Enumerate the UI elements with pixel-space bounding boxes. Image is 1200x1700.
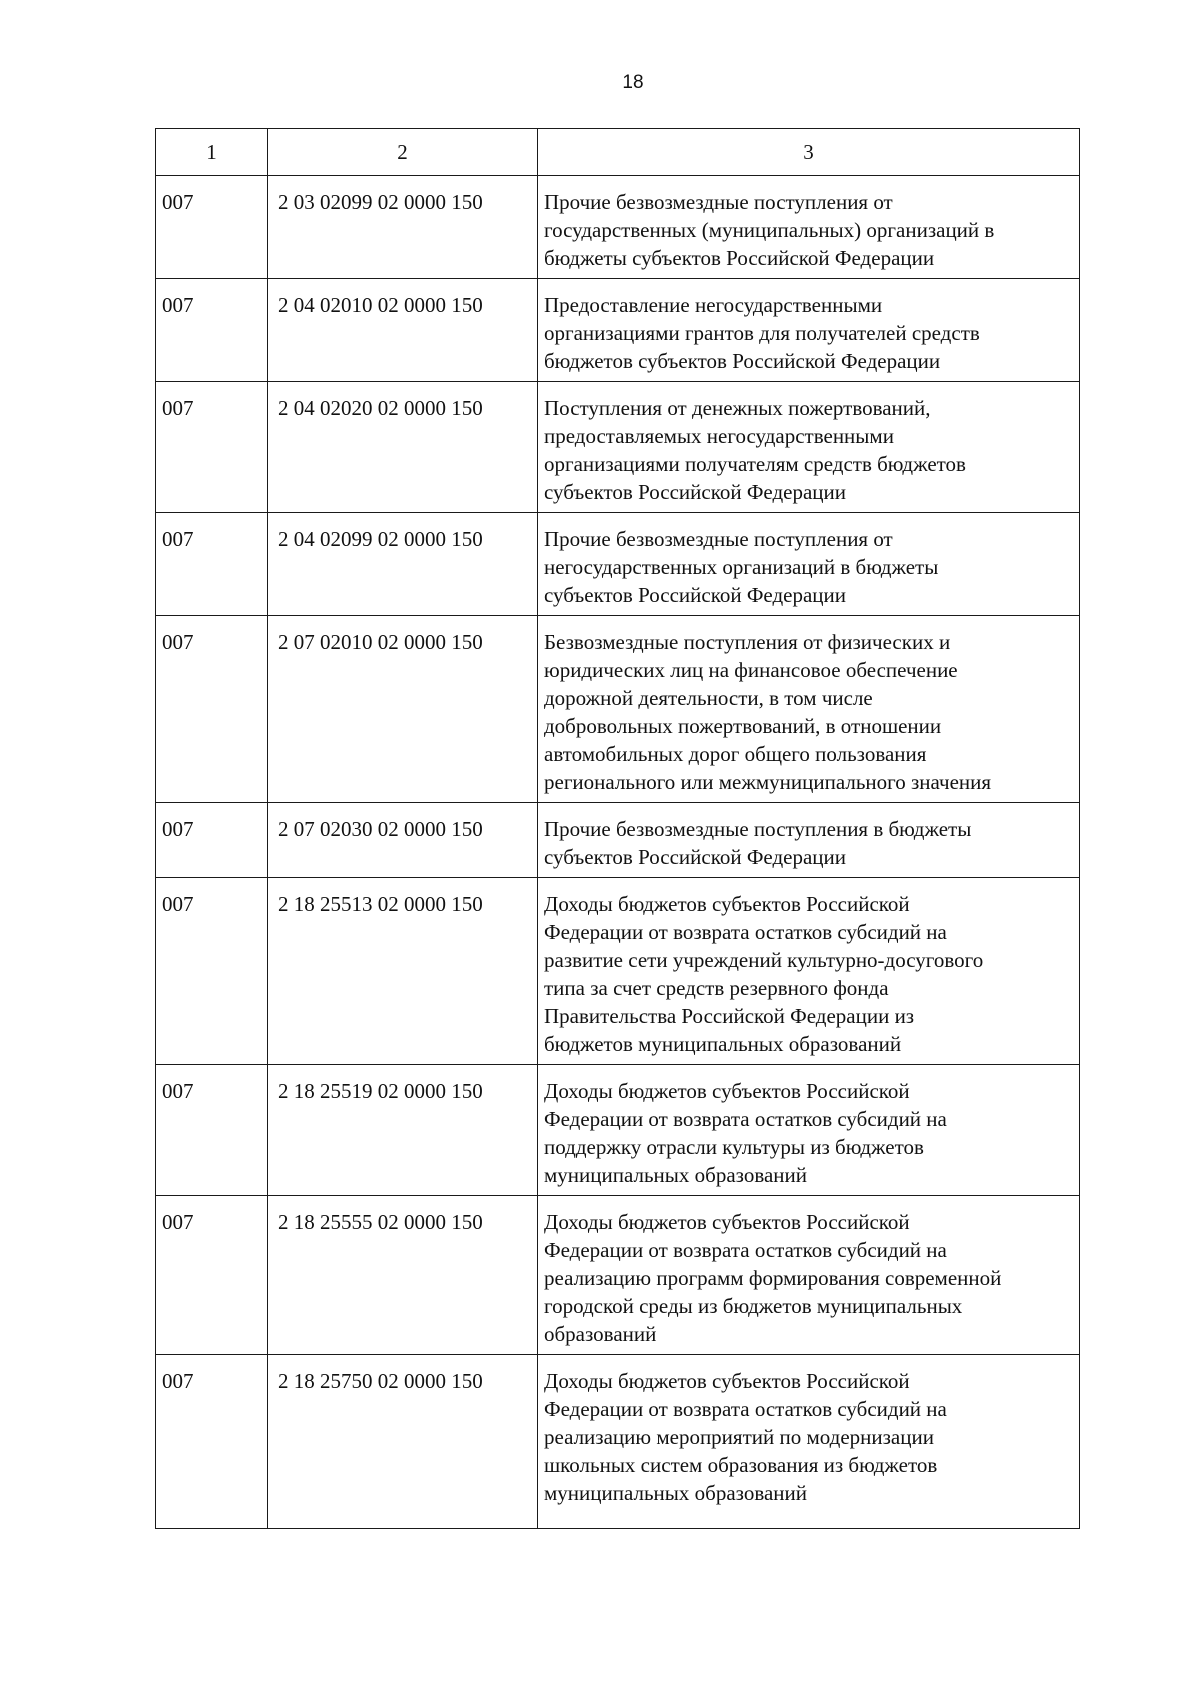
description-line: образований [544,1322,657,1346]
description-line: субъектов Российской Федерации [544,845,847,869]
income-code-cell: 2 18 25513 02 0000 150 [268,878,538,1065]
description-line: типа за счет средств резервного фонда [544,976,889,1000]
description-line: бюджеты субъектов Российской Федерации [544,246,935,270]
description-line: предоставляемых негосударственными [544,424,894,448]
description-line: регионального или межмуниципального значения [544,770,992,794]
income-code-cell: 2 18 25750 02 0000 150 [268,1355,538,1529]
table-header [156,129,1080,176]
description-line: юридических лиц на финансовое обеспечение [544,658,958,682]
description-line: организациями получателям средств бюджетов [544,452,966,476]
description-line: муниципальных образований [544,1163,807,1187]
table-row [156,382,1080,513]
table-row [156,1065,1080,1196]
description-line: Предоставление негосударственными [544,293,883,317]
income-code-cell: 2 18 25519 02 0000 150 [268,1065,538,1196]
description-line: поддержку отрасли культуры из бюджетов [544,1135,924,1159]
description-line: Доходы бюджетов субъектов Российской [544,1210,910,1234]
income-description-cell [538,1196,1080,1355]
page-number: 18 [622,72,644,93]
description-line: государственных (муниципальных) организаций в [544,218,995,242]
description-line: бюджетов муниципальных образований [544,1032,902,1056]
description-line: реализацию мероприятий по модернизации [544,1425,934,1449]
description-line: муниципальных образований [544,1481,807,1505]
administrator-code-cell: 007 [156,878,268,1065]
administrator-code-cell: 007 [156,1355,268,1529]
table-row [156,878,1080,1065]
description-line: Федерации от возврата остатков субсидий на [544,920,947,944]
income-description-cell [538,279,1080,382]
description-line: городской среды из бюджетов муниципальных [544,1294,963,1318]
table-row [156,616,1080,803]
income-code-cell: 2 04 02020 02 0000 150 [268,382,538,513]
income-code-cell: 2 07 02010 02 0000 150 [268,616,538,803]
administrator-code-cell: 007 [156,616,268,803]
description-line: Федерации от возврата остатков субсидий на [544,1238,947,1262]
income-description-cell [538,803,1080,878]
description-line: субъектов Российской Федерации [544,583,847,607]
income-description-cell [538,382,1080,513]
income-code-cell: 2 18 25555 02 0000 150 [268,1196,538,1355]
table-body [156,176,1080,1529]
administrator-code-cell: 007 [156,279,268,382]
description-line: Безвозмездные поступления от физических и [544,630,951,654]
description-line: негосударственных организаций в бюджеты [544,555,939,579]
header-column-2: 2 [268,129,538,176]
table-row [156,513,1080,616]
administrator-code-cell: 007 [156,382,268,513]
header-row [156,129,1080,176]
income-code-cell: 2 04 02099 02 0000 150 [268,513,538,616]
header-column-3: 3 [538,129,1080,176]
administrator-code-cell: 007 [156,176,268,279]
description-line: Поступления от денежных пожертвований, [544,396,931,420]
table-row [156,1355,1080,1529]
income-description-cell [538,513,1080,616]
description-line: Правительства Российской Федерации из [544,1004,915,1028]
description-line: Прочие безвозмездные поступления в бюджеты [544,817,972,841]
description-line: Федерации от возврата остатков субсидий на [544,1397,947,1421]
administrator-code-cell: 007 [156,513,268,616]
description-line: развитие сети учреждений культурно-досугового [544,948,984,972]
description-line: субъектов Российской Федерации [544,480,847,504]
description-line: Федерации от возврата остатков субсидий на [544,1107,947,1131]
description-line: школьных систем образования из бюджетов [544,1453,938,1477]
income-description-cell [538,1355,1080,1529]
description-line: реализацию программ формирования современной [544,1266,1002,1290]
administrator-code-cell: 007 [156,1065,268,1196]
table-row [156,279,1080,382]
description-line: Прочие безвозмездные поступления от [544,190,893,214]
income-codes-table [155,128,1080,1529]
header-column-1: 1 [156,129,268,176]
income-description-cell [538,176,1080,279]
description-line: Доходы бюджетов субъектов Российской [544,892,910,916]
administrator-code-cell: 007 [156,803,268,878]
administrator-code-cell: 007 [156,1196,268,1355]
description-line: Доходы бюджетов субъектов Российской [544,1369,910,1393]
description-line: бюджетов субъектов Российской Федерации [544,349,941,373]
income-description-cell [538,1065,1080,1196]
income-code-cell: 2 04 02010 02 0000 150 [268,279,538,382]
table-row [156,176,1080,279]
income-code-cell: 2 07 02030 02 0000 150 [268,803,538,878]
description-line: добровольных пожертвований, в отношении [544,714,942,738]
income-description-cell [538,878,1080,1065]
table-row [156,1196,1080,1355]
income-description-cell [538,616,1080,803]
description-line: автомобильных дорог общего пользования [544,742,927,766]
description-line: организациями грантов для получателей средств [544,321,980,345]
description-line: Прочие безвозмездные поступления от [544,527,893,551]
income-code-cell: 2 03 02099 02 0000 150 [268,176,538,279]
description-line: Доходы бюджетов субъектов Российской [544,1079,910,1103]
description-line: дорожной деятельности, в том числе [544,686,873,710]
table-row [156,803,1080,878]
